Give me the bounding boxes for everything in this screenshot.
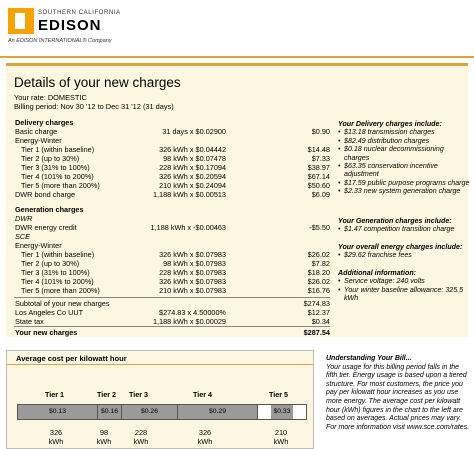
tier-price: $0.16 [100, 408, 118, 415]
dwr-row [6, 214, 330, 223]
row-label: Energy-Winter [15, 136, 62, 145]
row-label: Tier 2 (up to 30%) [21, 154, 80, 163]
delivery-notes-heading: Your Delivery charges include: [338, 120, 442, 128]
tier-price: $0.29 [208, 408, 226, 415]
tier-price: $0.26 [140, 408, 158, 415]
subtotal-row [6, 299, 330, 308]
tier-kwh-value: 228 [134, 428, 148, 437]
generation-notes [338, 217, 470, 234]
row-calc: 98 kWh x $0.07983 [163, 259, 226, 268]
row-amount: $0.34 [311, 317, 330, 326]
delivery-tier-row [6, 172, 330, 181]
row-amount: $16.76 [307, 286, 330, 295]
row-label: Tier 5 (more than 200%) [21, 286, 100, 295]
note-item: • $63.35 conservation incentive adjustment [338, 162, 470, 179]
row-label: DWR bond charge [15, 190, 76, 199]
energy-winter-row [6, 136, 330, 145]
row-calc: 326 kWh x $0.07983 [159, 277, 226, 286]
tier-kwh [266, 428, 296, 446]
rate-text: Your rate: DOMESTIC [14, 93, 87, 102]
tier-label: Tier 5 [269, 390, 289, 399]
row-amount: -$5.50 [309, 223, 330, 232]
state-tax-row [6, 317, 330, 326]
generation-tier-row [6, 286, 330, 295]
row-amount: $38.97 [307, 163, 330, 172]
generation-tier-row [6, 268, 330, 277]
tier-price: $0.13 [48, 408, 66, 415]
row-amount: $18.20 [307, 268, 330, 277]
generation-notes-heading: Your Generation charges include: [338, 217, 452, 225]
avg-cost-chart [6, 350, 314, 449]
row-calc: 98 kWh x $0.07478 [163, 154, 226, 163]
additional-notes-heading: Additional information: [338, 269, 417, 277]
tier-kwh-unit: kWh [273, 437, 289, 446]
row-label: DWR energy credit [15, 223, 77, 232]
row-amount: $12.37 [307, 308, 330, 317]
billing-period: Billing period: Nov 30 '12 to Dec 31 '12 (31 days) [14, 102, 174, 111]
overall-notes [338, 243, 470, 260]
row-label: Tier 4 (101% to 200%) [21, 172, 94, 181]
tier-kwh-value: 98 [99, 428, 109, 437]
row-amount: $50.60 [307, 181, 330, 190]
row-calc: 326 kWh x $0.20594 [159, 172, 226, 181]
row-amount: $287.54 [303, 328, 330, 337]
understanding-text: Your usage for this billing period falls in the fifth tier. Energy usage is based upon a tiered structure. For most customers, the price you pay per kilowatt hour increases as you use more energy. The average cost per kilowatt hour (kWh) figures in the chart to the left are based on averages. Actual prices may vary. For more information visit www.sce.com/rates. [326, 363, 470, 431]
row-calc: 326 kWh x $0.07983 [159, 250, 226, 259]
row-label: Tier 3 (31% to 100%) [21, 163, 90, 172]
row-label: Your new charges [15, 328, 78, 337]
tier-price: $0.33 [271, 405, 292, 419]
note-item: • $13.18 transmission charges [338, 128, 470, 136]
total-divider [14, 326, 330, 327]
tier-label: Tier 3 [129, 390, 149, 399]
delivery-heading: Delivery charges [15, 118, 74, 127]
dwr-credit-row [6, 223, 330, 232]
subtotal-divider [14, 297, 330, 298]
row-amount: $7.82 [311, 259, 330, 268]
delivery-tier-row [6, 181, 330, 190]
row-label: Tier 4 (101% to 200%) [21, 277, 94, 286]
tier-kwh [41, 428, 71, 446]
row-label: Los Angeles Co UUT [15, 308, 84, 317]
tier-usage-bar [17, 404, 307, 420]
generation-tier-row [6, 259, 330, 268]
generation-tier-row [6, 250, 330, 259]
tier-label: Tier 4 [193, 390, 213, 399]
note-item: • $0.18 nuclear decommissioning charges [338, 145, 470, 162]
tier-kwh-unit: kWh [48, 437, 64, 446]
note-item: • $82.49 distribution charges [338, 137, 470, 145]
page-title: Details of your new charges [14, 75, 181, 90]
row-label: Tier 1 (within baseline) [21, 250, 95, 259]
understanding-heading: Understanding Your Bill... [326, 355, 412, 362]
row-amount: $67.14 [307, 172, 330, 181]
row-amount: $26.02 [307, 277, 330, 286]
logo-main-text: EDISON [38, 17, 102, 34]
row-amount: $6.09 [311, 190, 330, 199]
note-item: • Service voltage: 240 volts [338, 277, 470, 285]
avg-cost-header [7, 351, 313, 365]
row-calc: 1,188 kWh x $0.00513 [152, 190, 226, 199]
tier-segment [258, 405, 306, 419]
tier-segment [178, 405, 258, 419]
row-label: Tier 1 (within baseline) [21, 145, 95, 154]
row-calc: 228 kWh x $0.17094 [159, 163, 226, 172]
logo-sub-text: An EDISON INTERNATIONAL® Company [8, 38, 112, 44]
delivery-tier-row [6, 145, 330, 154]
tier-kwh-value: 326 [49, 428, 63, 437]
row-label: Energy-Winter [15, 241, 62, 250]
total-row [6, 328, 330, 337]
generation-tier-row [6, 277, 330, 286]
row-amount: $26.02 [307, 250, 330, 259]
uut-row [6, 308, 330, 317]
basic-charge-row [6, 127, 330, 136]
tier-kwh-unit: kWh [133, 437, 149, 446]
delivery-tier-row [6, 154, 330, 163]
row-label: DWR [15, 214, 33, 223]
tier-kwh-unit: kWh [96, 437, 112, 446]
dwr-bond-row [6, 190, 330, 199]
note-item: • $17.59 public purpose programs charge [338, 179, 470, 187]
generation-heading: Generation charges [15, 205, 84, 214]
row-label: State tax [15, 317, 44, 326]
tier-kwh-unit: kWh [197, 437, 213, 446]
sce-logo-mark [8, 8, 34, 34]
row-amount: $7.33 [311, 154, 330, 163]
row-calc: 1,188 kWh x -$0.00463 [150, 223, 226, 232]
row-label: Basic charge [15, 127, 58, 136]
note-item: • Your winter baseline allowance: 325.5 kWh [338, 286, 470, 303]
gen-energy-winter-row [6, 241, 330, 250]
row-label: Tier 3 (31% to 100%) [21, 268, 90, 277]
tier-kwh-value: 326 [198, 428, 212, 437]
tier-kwh [89, 428, 119, 446]
row-calc: $274.83 x 4.50000% [159, 308, 226, 317]
row-calc: 326 kWh x $0.04442 [159, 145, 226, 154]
overall-notes-heading: Your overall energy charges include: [338, 243, 463, 251]
sce-logo [8, 8, 148, 50]
delivery-notes [338, 120, 470, 196]
note-item: • $1.47 competition transition charge [338, 225, 470, 233]
tier-segment [98, 405, 122, 419]
charges-panel [6, 63, 468, 337]
understanding-bill [326, 355, 470, 432]
row-calc: 1,188 kWh x $0.00029 [152, 317, 226, 326]
row-calc: 210 kWh x $0.24094 [159, 181, 226, 190]
tier-kwh [190, 428, 220, 446]
row-amount: $0.90 [311, 127, 330, 136]
additional-notes [338, 269, 470, 303]
generation-heading-row [6, 205, 330, 214]
row-label: Tier 2 (up to 30%) [21, 259, 80, 268]
note-item: • $2.33 new system generation charge [338, 187, 470, 195]
note-item: • $29.62 franchise fees [338, 251, 470, 259]
tier-label: Tier 1 [45, 390, 65, 399]
header-divider [0, 56, 474, 58]
tier-segment [18, 405, 98, 419]
sce-row [6, 232, 330, 241]
tier-segment [122, 405, 178, 419]
row-calc: 228 kWh x $0.07983 [159, 268, 226, 277]
row-calc: 31 days x $0.02900 [162, 127, 226, 136]
row-label: Tier 5 (more than 200%) [21, 181, 100, 190]
delivery-heading-row [6, 118, 330, 127]
row-calc: 210 kWh x $0.07983 [159, 286, 226, 295]
avg-cost-title: Average cost per kilowatt hour [16, 354, 127, 363]
tier-label: Tier 2 [97, 390, 117, 399]
tier-kwh [126, 428, 156, 446]
delivery-tier-row [6, 163, 330, 172]
logo-top-text: SOUTHERN CALIFORNIA [38, 10, 121, 16]
row-label: Subtotal of your new charges [15, 299, 110, 308]
row-amount: $14.48 [307, 145, 330, 154]
tier-kwh-value: 210 [274, 428, 288, 437]
row-label: SCE [15, 232, 31, 241]
row-amount: $274.83 [303, 299, 330, 308]
